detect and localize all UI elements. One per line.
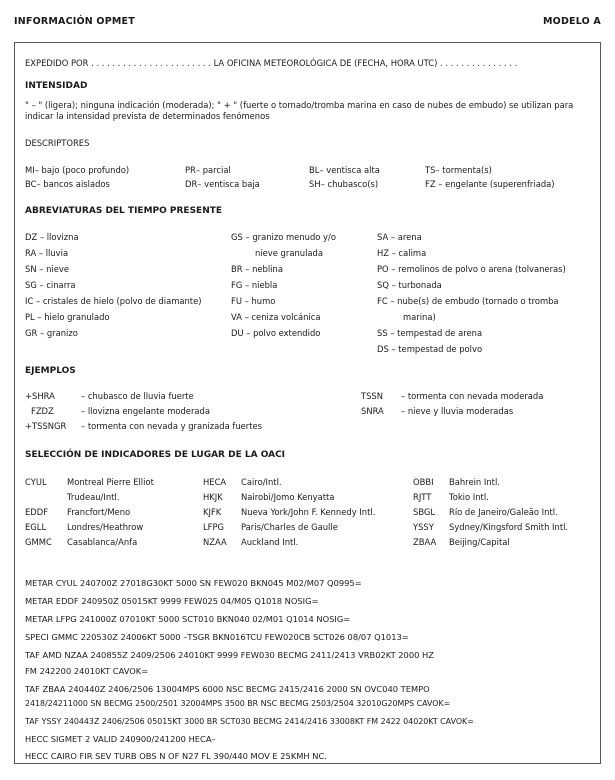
location-name: Casablanca/Anfa xyxy=(67,537,138,547)
location-name: Tokio Intl. xyxy=(449,492,489,502)
location-code: LFPG xyxy=(203,522,225,532)
location-code: HECA xyxy=(203,477,227,487)
weather-item: DS – tempestad de polvo xyxy=(377,344,483,354)
model-label: MODELO A xyxy=(543,16,601,27)
weather-item: SQ – turbonada xyxy=(377,280,442,290)
descriptor-item: BC– bancos aislados xyxy=(25,179,110,189)
weather-item: marina) xyxy=(403,312,436,322)
opmet-message: TAF AMD NZAA 240855Z 2409/2506 24010KT 9999 FEW030 BECMG 2411/2413 VRB02KT 2000 HZ xyxy=(25,650,434,660)
example-code: FZDZ xyxy=(31,406,54,416)
weather-item: SN – nieve xyxy=(25,264,69,274)
location-code: KJFK xyxy=(203,507,222,517)
weather-item: VA – ceniza volcánica xyxy=(231,312,321,322)
location-name: Nairobi/Jomo Kenyatta xyxy=(241,492,335,502)
descriptor-item: SH– chubasco(s) xyxy=(309,179,379,189)
example-desc: – llovizna engelante moderada xyxy=(81,406,210,416)
opmet-message: HECC SIGMET 2 VALID 240900/241200 HECA– xyxy=(25,734,216,744)
descriptors-heading: DESCRIPTORES xyxy=(25,138,90,148)
location-name: Sydney/Kingsford Smith Intl. xyxy=(449,522,569,532)
document-title: INFORMACIÓN OPMET xyxy=(14,16,135,27)
opmet-message: HECC CAIRO FIR SEV TURB OBS N OF N27 FL 390/440 MOV E 25KMH NC. xyxy=(25,751,327,761)
locations-heading: SELECCIÓN DE INDICADORES DE LUGAR DE LA OACI xyxy=(25,450,286,460)
weather-item: BR – neblina xyxy=(231,264,283,274)
descriptor-item: MI– bajo (poco profundo) xyxy=(25,165,130,175)
weather-heading: ABREVIATURAS DEL TIEMPO PRESENTE xyxy=(25,206,223,216)
weather-item: IC – cristales de hielo (polvo de diamante) xyxy=(25,296,202,306)
example-desc: – tormenta con nevada moderada xyxy=(401,391,544,401)
location-code: NZAA xyxy=(203,537,227,547)
opmet-message: TAF ZBAA 240440Z 2406/2506 13004MPS 6000 NSC BECMG 2415/2416 2000 SN OVC040 TEMPO xyxy=(25,684,430,694)
location-name: Londres/Heathrow xyxy=(67,522,144,532)
location-code: GMMC xyxy=(25,537,52,547)
opmet-message: METAR EDDF 240950Z 05015KT 9999 FEW025 04/M05 Q1018 NOSIG= xyxy=(25,596,319,606)
weather-item: nieve granulada xyxy=(255,248,323,258)
descriptor-item: BL– ventisca alta xyxy=(309,165,380,175)
weather-item: GS – granizo menudo y/o xyxy=(231,232,336,242)
intensity-heading: INTENSIDAD xyxy=(25,81,88,91)
weather-item: SG – cinarra xyxy=(25,280,76,290)
weather-item: FU – humo xyxy=(231,296,276,306)
location-name: Paris/Charles de Gaulle xyxy=(241,522,338,532)
weather-item: HZ – calima xyxy=(377,248,427,258)
descriptor-item: TS– tormenta(s) xyxy=(425,165,492,175)
example-desc: – chubasco de lluvia fuerte xyxy=(81,391,194,401)
location-name: Francfort/Meno xyxy=(67,507,131,517)
opmet-message: METAR LFPG 241000Z 07010KT 5000 SCT010 BKN040 02/M01 Q1014 NOSIG= xyxy=(25,614,351,624)
location-code: EDDF xyxy=(25,507,49,517)
location-name: Montreal Pierre Elliot xyxy=(67,477,154,487)
opmet-message: SPECI GMMC 220530Z 24006KT 5000 –TSGR BKN016TCU FEW020CB SCT026 08/07 Q1013= xyxy=(25,632,409,642)
descriptor-item: FZ – engelante (superenfriada) xyxy=(425,179,555,189)
location-code: EGLL xyxy=(25,522,47,532)
opmet-message: TAF YSSY 240443Z 2406/2506 05015KT 3000 BR SCT030 BECMG 2414/2416 33008KT FM 2422 04020KT CAVOK= xyxy=(25,717,474,726)
location-code: CYUL xyxy=(25,477,47,487)
descriptor-item: DR– ventisca baja xyxy=(185,179,260,189)
location-code: HKJK xyxy=(203,492,223,502)
location-name: Trudeau/Intl. xyxy=(67,492,120,502)
descriptor-item: PR– parcial xyxy=(185,165,231,175)
opmet-message: 2418/24211000 SN BECMG 2500/2501 32004MPS 3500 BR NSC BECMG 2503/2504 32010G20MPS CAVOK= xyxy=(25,699,451,708)
weather-item: PO – remolinos de polvo o arena (tolvaneras) xyxy=(377,264,566,274)
example-code: TSSN xyxy=(361,391,384,401)
intensity-text: " – " (ligera); ninguna indicación (moderada); " + " (fuerte o tornado/tromba marina en caso de nubes de embudo) se utilizan para indicar la intensidad prevista de determinados fenómenos xyxy=(25,100,574,121)
opmet-message: METAR CYUL 240700Z 27018G30KT 5000 SN FEW020 BKN045 M02/M07 Q0995= xyxy=(25,578,362,588)
location-name: Nueva York/John F. Kennedy Intl. xyxy=(241,507,376,517)
example-code: +SHRA xyxy=(25,391,55,401)
issued-by-line: EXPEDIDO POR . . . . . . . . . . . . . . . . . . . . . . . LA OFICINA METEOROLÓGICA DE (FECHA, HORA UTC) . . . . . . . . . . . . . . . xyxy=(25,58,518,68)
location-name: Río de Janeiro/Galeão Intl. xyxy=(449,507,558,517)
weather-item: DZ – llovizna xyxy=(25,232,79,242)
location-name: Cairo/Intl. xyxy=(241,477,282,487)
location-code: ZBAA xyxy=(413,537,437,547)
weather-item: RA – lluvia xyxy=(25,248,69,258)
example-code: SNRA xyxy=(361,406,384,416)
examples-heading: EJEMPLOS xyxy=(25,366,76,376)
opmet-message: FM 242200 24010KT CAVOK= xyxy=(25,666,149,676)
weather-item: DU – polvo extendido xyxy=(231,328,321,338)
weather-item: SA – arena xyxy=(377,232,422,242)
opmet-form xyxy=(14,42,601,764)
weather-item: SS – tempestad de arena xyxy=(377,328,483,338)
example-desc: – tormenta con nevada y granizada fuertes xyxy=(81,421,263,431)
location-code: OBBI xyxy=(413,477,434,487)
weather-item: GR – granizo xyxy=(25,328,78,338)
example-code: +TSSNGR xyxy=(25,421,67,431)
location-code: YSSY xyxy=(413,522,434,532)
weather-item: PL – hielo granulado xyxy=(25,312,110,322)
location-name: Auckland Intl. xyxy=(241,537,299,547)
location-name: Bahrein Intl. xyxy=(449,477,500,487)
location-code: RJTT xyxy=(413,492,432,502)
weather-item: FC – nube(s) de embudo (tornado o tromba xyxy=(377,296,559,306)
weather-item: FG – niebla xyxy=(231,280,278,290)
example-desc: – nieve y lluvia moderadas xyxy=(401,406,514,416)
location-name: Beijing/Capital xyxy=(449,537,510,547)
location-code: SBGL xyxy=(413,507,436,517)
